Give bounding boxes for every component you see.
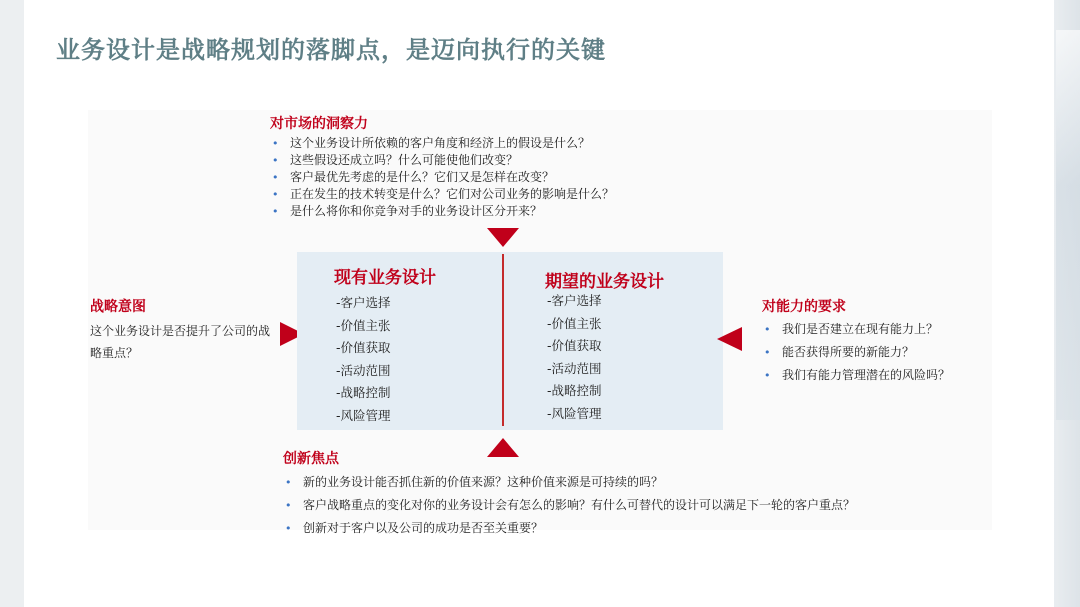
current-design-list	[336, 292, 391, 427]
list-item: • 是什么将你和你竞争对手的业务设计区分开来？	[270, 203, 614, 220]
list-item: -风险管理	[336, 407, 391, 423]
list-item: -活动范围	[336, 362, 391, 378]
list-item: • 新的业务设计能否抓住新的价值来源？这种价值来源是可持续的吗？	[283, 471, 855, 494]
list-item: -客户选择	[547, 293, 602, 308]
innovation-list	[283, 471, 855, 540]
list-item: -客户选择	[336, 295, 391, 310]
list-item: • 客户战略重点的变化对你的业务设计会有怎么的影响？有什么可替代的设计可以满足下一轮的客户重点？	[283, 494, 855, 517]
list-item: -战略控制	[547, 383, 602, 398]
list-item: • 正在发生的技术转变是什么？它们对公司业务的影响是什么？	[270, 186, 614, 203]
page-title: 业务设计是战略规划的落脚点，是迈向执行的关键	[56, 36, 606, 64]
list-item: -价值主张	[336, 317, 391, 333]
list-item: -战略控制	[336, 385, 391, 400]
capability-section	[762, 296, 950, 387]
list-item: • 我们有能力管理潜在的风险吗？	[762, 364, 950, 387]
strategic-intent-section	[90, 296, 270, 364]
list-item: -价值获取	[336, 340, 391, 355]
innovation-section	[283, 448, 855, 540]
current-design-heading: 现有业务设计	[334, 268, 436, 288]
decorative-stripe	[1056, 30, 1080, 420]
list-item: -价值获取	[547, 338, 602, 353]
market-insight-list	[270, 135, 614, 220]
list-item: -活动范围	[547, 360, 602, 376]
list-item: • 能否获得所要的新能力？	[762, 341, 950, 364]
capability-heading: 对能力的要求	[762, 299, 846, 315]
arrow-down-icon	[487, 228, 519, 247]
market-insight-heading: 对市场的洞察力	[270, 116, 368, 132]
list-item: • 这些假设还成立吗？什么可能使他们改变？	[270, 152, 614, 169]
desired-design-heading: 期望的业务设计	[545, 272, 664, 292]
market-insight-section	[270, 113, 614, 220]
list-item: -风险管理	[547, 405, 602, 421]
strategic-intent-heading: 战略意图	[90, 299, 146, 315]
list-item: • 我们是否建立在现有能力上？	[762, 318, 950, 341]
strategic-intent-text: 这个业务设计是否提升了公司的战略重点？	[90, 324, 271, 360]
box-divider	[502, 254, 504, 426]
list-item: • 这个业务设计所依赖的客户角度和经济上的假设是什么？	[270, 135, 614, 152]
list-item: • 创新对于客户以及公司的成功是否至关重要？	[283, 517, 855, 540]
arrow-left-icon	[717, 327, 742, 351]
capability-list	[762, 318, 950, 387]
innovation-heading: 创新焦点	[283, 451, 339, 467]
desired-design-list	[547, 290, 602, 425]
list-item: • 客户最优先考虑的是什么？它们又是怎样在改变？	[270, 169, 614, 186]
list-item: -价值主张	[547, 315, 602, 331]
